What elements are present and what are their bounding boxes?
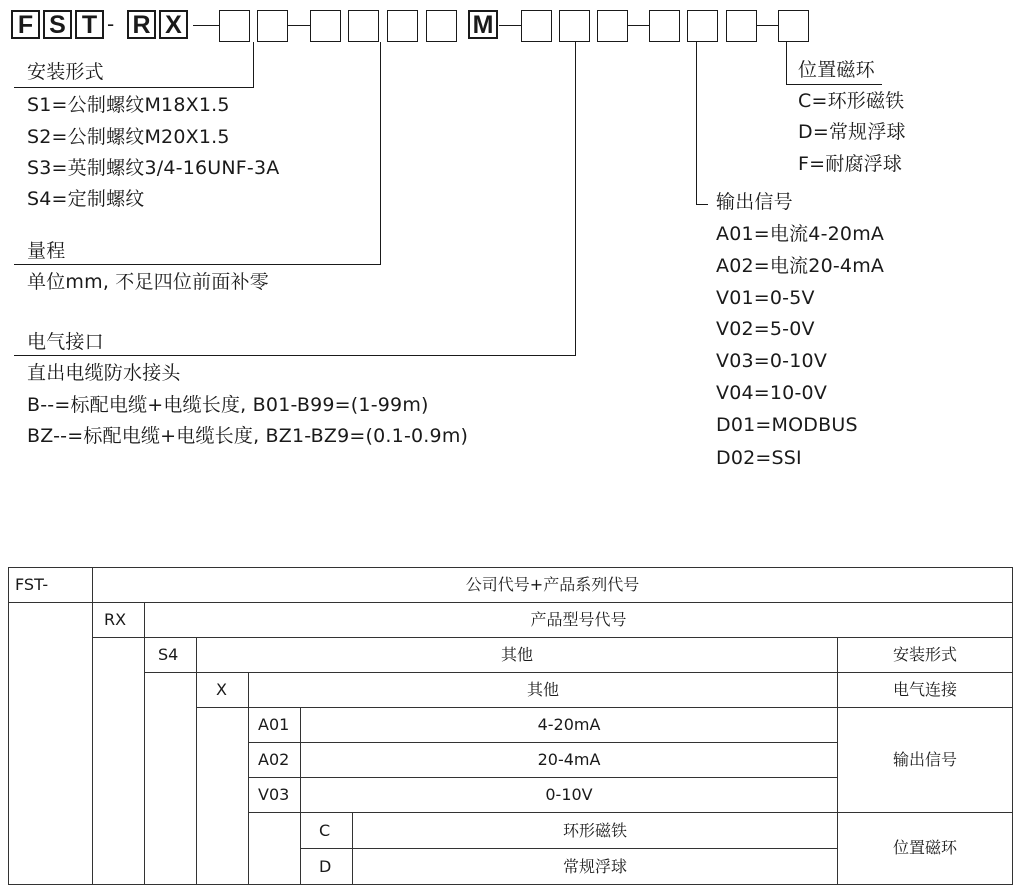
output-item: V02=5-0V [716,318,815,340]
underline [14,264,381,265]
dash [628,25,649,26]
table-cell-category: 输出信号 [892,750,957,769]
table-border [248,672,249,885]
output-item: V03=0-10V [716,350,828,372]
empty-code-box [521,10,552,42]
empty-code-box [426,10,457,42]
connector-line [380,42,381,264]
underline [14,355,576,356]
empty-code-box [597,10,628,42]
code-letter-t: T [75,10,104,39]
connector-line [253,42,254,87]
magnet-item: F=耐腐浮球 [798,153,903,175]
range-note: 单位mm, 不足四位前面补零 [27,271,269,293]
table-border [144,672,1013,673]
table-border [92,567,93,885]
code-letter-f: F [11,10,40,39]
electrical-item: BZ--=标配电缆+电缆长度, BZ1-BZ9=(0.1-0.9m) [27,425,469,447]
table-border [300,848,838,849]
output-item: D02=SSI [716,447,802,469]
magnet-item: D=常规浮球 [798,121,906,143]
table-cell-desc: 产品型号代号 [530,610,627,629]
code-letter-x: X [159,10,188,39]
table-cell-desc: 环形磁铁 [562,821,627,840]
table-cell-code: X [216,680,227,699]
dash [288,25,310,26]
dash [193,25,219,26]
empty-code-box [257,10,288,42]
empty-code-box [310,10,341,42]
table-cell-category: 安装形式 [892,645,957,664]
table-border [248,812,1013,813]
table-border [248,777,838,778]
empty-code-box [778,10,809,42]
table-cell-code: A02 [258,750,290,769]
output-item: V01=0-5V [716,287,815,309]
table-cell-code: S4 [158,645,179,664]
magnet-item: C=环形磁铁 [798,90,905,112]
code-letter-r: R [127,10,156,39]
dash [757,25,778,26]
code-letter-m: M [468,10,498,39]
table-border [8,884,1013,885]
table-border [196,707,1013,708]
table-cell-code: A01 [258,715,290,734]
output-item: A02=电流20-4mA [716,255,885,277]
empty-code-box [387,10,418,42]
table-border [144,602,145,885]
connector-line [786,42,787,84]
table-cell-desc: 0-10V [545,785,593,804]
output-item: V04=10-0V [716,382,828,404]
table-cell-code: V03 [258,785,290,804]
table-cell-desc: 其他 [526,680,559,699]
empty-code-box [726,10,757,42]
electrical-item: 直出电缆防水接头 [27,362,181,384]
table-cell-desc: 4-20mA [537,715,601,734]
underline [14,87,254,88]
install-heading: 安装形式 [27,61,104,83]
install-item: S3=英制螺纹3/4-16UNF-3A [27,157,280,179]
connector-line [696,42,697,204]
table-border [1012,567,1013,885]
table-border [8,602,1013,603]
table-border [8,567,9,885]
install-item: S4=定制螺纹 [27,188,145,210]
code-separator: - [107,12,115,36]
table-border [8,567,1013,568]
magnet-heading: 位置磁环 [798,59,875,81]
code-letter-s: S [43,10,72,39]
dash [499,25,521,26]
electrical-item: B--=标配电缆+电缆长度, B01-B99=(1-99m) [27,394,429,416]
table-cell-category: 电气连接 [892,680,957,699]
table-cell-code: FST- [15,575,49,594]
table-cell-category: 位置磁环 [892,838,957,857]
table-border [92,637,1013,638]
range-heading: 量程 [27,240,66,262]
output-heading: 输出信号 [716,191,793,213]
connector-line [575,42,576,355]
connector-tick [696,204,708,205]
table-border [248,742,838,743]
empty-code-box [559,10,590,42]
empty-code-box [649,10,680,42]
install-item: S2=公制螺纹M20X1.5 [27,126,230,148]
table-cell-desc: 其他 [500,645,533,664]
table-cell-code: C [319,821,331,840]
table-border [196,637,197,885]
table-cell-desc: 常规浮球 [562,857,627,876]
empty-code-box [348,10,379,42]
empty-code-box [219,10,250,42]
electrical-heading: 电气接口 [27,331,104,353]
output-item: D01=MODBUS [716,414,858,436]
empty-code-box [687,10,718,42]
table-cell-desc: 公司代号+产品系列代号 [465,575,640,594]
underline [786,84,882,85]
install-item: S1=公制螺纹M18X1.5 [27,94,230,116]
table-cell-desc: 20-4mA [537,750,601,769]
output-item: A01=电流4-20mA [716,223,885,245]
table-cell-code: RX [104,610,127,629]
table-cell-code: D [319,857,332,876]
